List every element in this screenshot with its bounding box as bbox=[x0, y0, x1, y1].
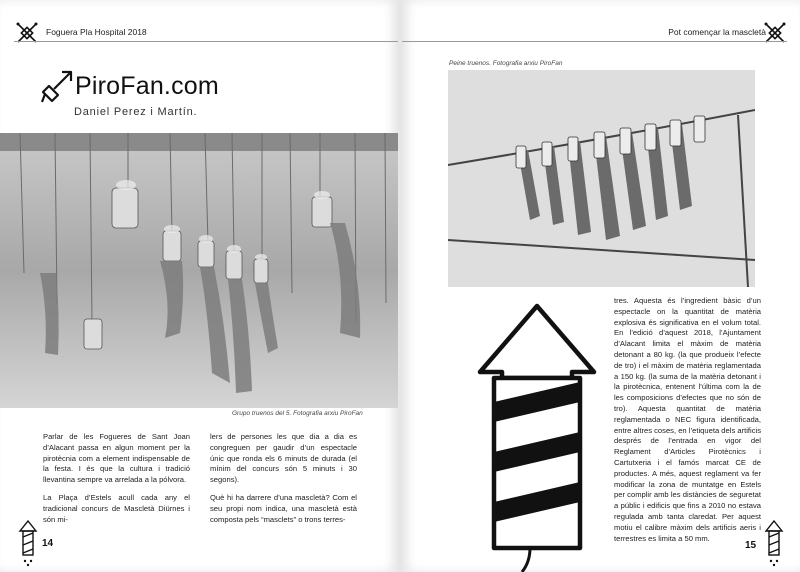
header-title: Foguera Pla Hospital 2018 bbox=[46, 27, 147, 37]
paragraph: Parlar de les Fogueres de Sant Joan d’Alacant passa en algun moment per la pirotècnia com a element indispensable de la festa. I és que la cultura i tradició llevantina sempre va arrelada a la pólvora. bbox=[43, 432, 190, 485]
text-column-3 bbox=[614, 296, 761, 551]
rocket-logo-icon bbox=[40, 68, 74, 104]
page-number: 14 bbox=[42, 538, 54, 549]
photo-caption: Grupo truenos del 5. Fotografia arxiu PiroFan bbox=[232, 410, 363, 417]
paragraph: tres. Aquesta és l’ingredient bàsic d’un espectacle on la quantitat de matèria explosiva és significativa en el volum total. En l’edició d’aquest 2018, l’Ajuntament d’Alacant limita el màxim de matèria detonant a 80 kg. (la que produeix l’efecte de tro) i el màxim de matèria reglamentada a 150 kg. (la suma de la matèria detonant i la pirotècnica, entenent l’última com la de les composicions d’efectes que no són de tro). Aquesta quantitat de matèria reglamentada o NEC figura identificada, entre altres coses, en l’etiqueta dels artificis després de l’entrada en vigor del Reglament d’Articles Pirotècnics i Cartutxeria i el famós marcat CE de productes. A més, aquest reglament va fer modificar la zona de muntatge en Estels per complir amb les distàncies de seguretat a públic i edificis que fins a 2010 no estava regulada amb tanta claredat. Per aquest motiu el calibre màxim dels artificis aeris i terrestres es limita a 50 mm. bbox=[614, 296, 761, 543]
text-column-2 bbox=[210, 432, 357, 532]
page-number: 15 bbox=[745, 540, 757, 551]
text-column-1 bbox=[43, 432, 190, 532]
left-page bbox=[0, 0, 398, 572]
right-page bbox=[402, 0, 800, 572]
crossed-rockets-icon bbox=[762, 20, 788, 46]
paragraph: lers de persones les que dia a dia es congreguen per gaudir d’un espectacle únic que ronda els 6 minuts de durada (el mínim del concurs són 5 minuts i 30 segons). bbox=[210, 432, 357, 485]
header-title: Pot començar la mascletà bbox=[668, 27, 766, 37]
header-rule bbox=[402, 41, 787, 42]
rocket-icon bbox=[17, 519, 39, 567]
crossed-rockets-icon bbox=[14, 20, 40, 46]
brand-title: PiroFan.com bbox=[75, 72, 219, 100]
header-rule bbox=[14, 41, 398, 42]
paragraph: La Plaça d’Estels acull cada any el tradicional concurs de Mascletà Diürnes i són mi- bbox=[43, 492, 190, 524]
author-name: Daniel Perez i Martín. bbox=[74, 106, 198, 118]
rocket-icon bbox=[763, 519, 785, 567]
photo-truenos bbox=[0, 133, 398, 408]
photo-caption: Peine truenos. Fotografia arxiu PiroFan bbox=[449, 60, 563, 67]
paragraph: Què hi ha darrere d’una mascletà? Com el seu propi nom indica, una mascletà està composta pels “masclets” o trons terres- bbox=[210, 492, 357, 524]
photo-peine-truenos bbox=[448, 70, 755, 287]
big-rocket-icon bbox=[472, 300, 602, 572]
